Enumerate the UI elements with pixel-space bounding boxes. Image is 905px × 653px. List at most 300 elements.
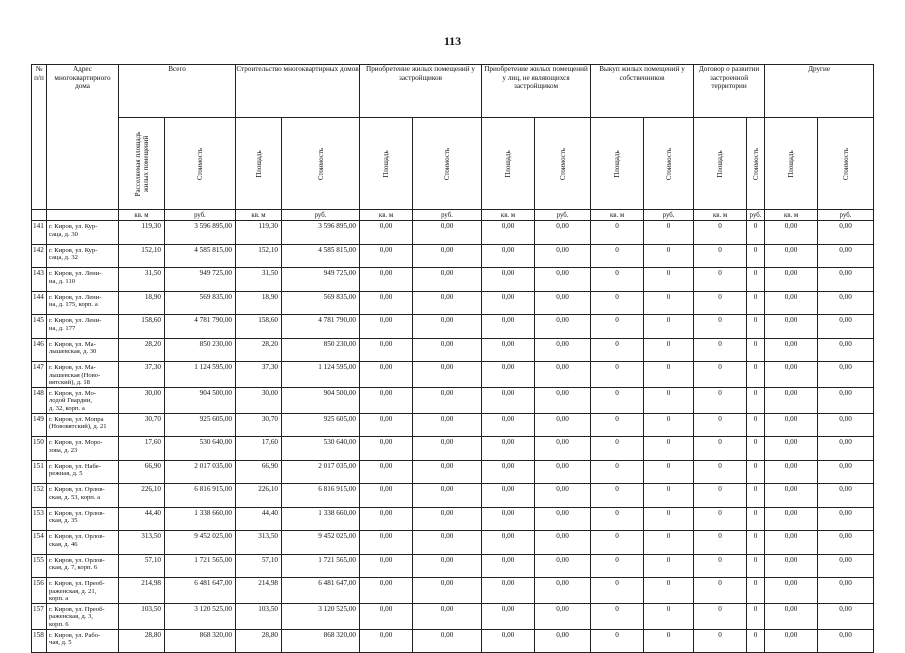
cell-area: 0,00 [360, 362, 413, 388]
row-address: г. Киров, ул. Орлов- ская, д. 35 [47, 507, 119, 531]
cell-area: 0 [694, 603, 747, 629]
cell-cost: 0 [644, 244, 694, 268]
unit-cost: руб. [165, 210, 236, 221]
cell-cost: 0 [747, 387, 765, 413]
cell-cost: 0,00 [535, 437, 591, 461]
cell-area: 0 [591, 268, 644, 292]
cell-cost: 0 [747, 221, 765, 245]
row-address: г. Киров, ул. Преоб- раженская, д. 21, корп. а [47, 578, 119, 604]
cell-cost: 0 [747, 484, 765, 508]
cell-area: 66,90 [236, 460, 282, 484]
cell-area: 313,50 [119, 531, 165, 555]
cell-cost: 949 725,00 [165, 268, 236, 292]
table-row [32, 387, 874, 413]
row-number: 156 [32, 578, 47, 604]
subheader-cost-text: Стоимость [664, 147, 673, 180]
cell-cost: 0,00 [818, 291, 874, 315]
cell-cost: 4 781 790,00 [282, 315, 360, 339]
cell-area: 0,00 [482, 315, 535, 339]
cell-area: 0,00 [482, 603, 535, 629]
subheader-cost [165, 118, 236, 210]
cell-cost: 0,00 [818, 578, 874, 604]
cell-cost: 0,00 [818, 531, 874, 555]
subheader-area-text: Площадь [382, 149, 391, 178]
row-number: 154 [32, 531, 47, 555]
subheader-area [482, 118, 535, 210]
cell-area: 226,10 [119, 484, 165, 508]
cell-cost: 0 [644, 315, 694, 339]
cell-area: 0,00 [765, 603, 818, 629]
header-group-territory-development: Договор о развитии застроенной территории [694, 65, 765, 118]
cell-area: 57,10 [236, 554, 282, 578]
cell-cost: 0,00 [413, 531, 482, 555]
cell-cost: 1 124 595,00 [282, 362, 360, 388]
cell-cost: 0,00 [535, 460, 591, 484]
cell-area: 0,00 [360, 629, 413, 653]
cell-area: 0 [591, 413, 644, 437]
cell-cost: 0,00 [413, 244, 482, 268]
cell-cost: 0,00 [818, 362, 874, 388]
cell-area: 28,20 [119, 338, 165, 362]
cell-area: 0,00 [482, 338, 535, 362]
cell-area: 158,60 [119, 315, 165, 339]
cell-area: 0 [694, 413, 747, 437]
cell-area: 103,50 [236, 603, 282, 629]
row-number: 143 [32, 268, 47, 292]
cell-area: 0,00 [765, 484, 818, 508]
cell-cost: 4 781 790,00 [165, 315, 236, 339]
cell-area: 226,10 [236, 484, 282, 508]
subheader-cost-text: Стоимость [751, 147, 760, 180]
cell-area: 0 [591, 362, 644, 388]
cell-cost: 868 320,00 [165, 629, 236, 653]
unit-area: кв. м [119, 210, 165, 221]
row-number: 146 [32, 338, 47, 362]
cell-area: 18,90 [119, 291, 165, 315]
cell-area: 103,50 [119, 603, 165, 629]
row-address: г. Киров, ул. Орлов- ская, д. 46 [47, 531, 119, 555]
cell-cost: 0,00 [818, 507, 874, 531]
cell-area: 0,00 [360, 578, 413, 604]
subheader-cost-text: Стоимость [841, 147, 850, 180]
row-number: 148 [32, 387, 47, 413]
cell-cost: 530 640,00 [165, 437, 236, 461]
table-body [32, 221, 874, 653]
table-row [32, 291, 874, 315]
cell-cost: 0 [747, 460, 765, 484]
cell-cost: 0,00 [818, 221, 874, 245]
cell-cost: 0,00 [818, 437, 874, 461]
cell-cost: 0 [747, 507, 765, 531]
subheader-resettled-area-text: Расселяемая площадь жилых помещений [133, 131, 150, 196]
cell-cost: 1 721 565,00 [282, 554, 360, 578]
cell-cost: 868 320,00 [282, 629, 360, 653]
cell-area: 28,80 [236, 629, 282, 653]
cell-area: 0 [694, 221, 747, 245]
header-group-construction: Строительство многоквартирных домов [236, 65, 360, 118]
cell-cost: 0,00 [413, 221, 482, 245]
cell-area: 0,00 [482, 437, 535, 461]
cell-area: 30,70 [119, 413, 165, 437]
cell-area: 0,00 [482, 268, 535, 292]
table-row [32, 244, 874, 268]
unit-cost: руб. [282, 210, 360, 221]
cell-area: 0 [694, 387, 747, 413]
cell-cost: 0,00 [413, 603, 482, 629]
cell-cost: 0 [747, 554, 765, 578]
subheader-area-text: Площадь [613, 149, 622, 178]
header-group-other: Другие [765, 65, 874, 118]
cell-area: 0 [591, 603, 644, 629]
row-number: 145 [32, 315, 47, 339]
table-row [32, 362, 874, 388]
cell-cost: 0 [644, 531, 694, 555]
cell-area: 0,00 [360, 413, 413, 437]
cell-cost: 3 120 525,00 [282, 603, 360, 629]
table-row [32, 531, 874, 555]
cell-area: 0,00 [482, 362, 535, 388]
cell-cost: 2 017 035,00 [165, 460, 236, 484]
row-address: г. Киров, ул. Кур- саца, д. 30 [47, 221, 119, 245]
cell-area: 0,00 [360, 554, 413, 578]
cell-area: 0,00 [765, 413, 818, 437]
cell-area: 0,00 [360, 484, 413, 508]
cell-area: 0 [694, 531, 747, 555]
cell-area: 37,30 [236, 362, 282, 388]
cell-cost: 0 [747, 315, 765, 339]
cell-area: 158,60 [236, 315, 282, 339]
cell-area: 0 [591, 244, 644, 268]
cell-area: 214,98 [119, 578, 165, 604]
cell-area: 0,00 [765, 338, 818, 362]
cell-area: 37,30 [119, 362, 165, 388]
cell-area: 0,00 [360, 244, 413, 268]
cell-cost: 569 835,00 [282, 291, 360, 315]
table-row [32, 603, 874, 629]
cell-cost: 6 481 647,00 [282, 578, 360, 604]
cell-cost: 0,00 [413, 460, 482, 484]
cell-area: 0,00 [765, 460, 818, 484]
row-address: г. Киров, ул. Лени- на, д. 175, корп. а [47, 291, 119, 315]
table-row [32, 268, 874, 292]
unit-area: кв. м [591, 210, 644, 221]
cell-cost: 1 721 565,00 [165, 554, 236, 578]
unit-cost: руб. [644, 210, 694, 221]
cell-area: 214,98 [236, 578, 282, 604]
table-row [32, 578, 874, 604]
cell-cost: 0,00 [413, 507, 482, 531]
cell-area: 0 [694, 362, 747, 388]
cell-cost: 0,00 [413, 291, 482, 315]
row-number: 147 [32, 362, 47, 388]
cell-cost: 0,00 [818, 484, 874, 508]
cell-area: 0,00 [360, 291, 413, 315]
cell-area: 0,00 [360, 531, 413, 555]
cell-cost: 0,00 [413, 268, 482, 292]
cell-cost: 0,00 [535, 244, 591, 268]
cell-cost: 0 [747, 603, 765, 629]
row-number: 142 [32, 244, 47, 268]
cell-area: 0,00 [765, 362, 818, 388]
cell-cost: 0 [747, 244, 765, 268]
subheader-cost [535, 118, 591, 210]
cell-area: 0 [591, 531, 644, 555]
cell-cost: 0,00 [535, 362, 591, 388]
table-row [32, 315, 874, 339]
cell-area: 0,00 [360, 603, 413, 629]
cell-cost: 925 605,00 [282, 413, 360, 437]
cell-area: 0,00 [482, 460, 535, 484]
cell-area: 0 [694, 554, 747, 578]
cell-cost: 0 [644, 554, 694, 578]
cell-cost: 0,00 [535, 507, 591, 531]
cell-area: 0,00 [482, 484, 535, 508]
row-address: г. Киров, ул. Лени- на, д. 110 [47, 268, 119, 292]
cell-area: 0,00 [765, 268, 818, 292]
header-row-subcolumns [32, 118, 874, 210]
cell-area: 0,00 [360, 221, 413, 245]
cell-area: 0 [694, 460, 747, 484]
cell-cost: 0,00 [535, 484, 591, 508]
cell-area: 18,90 [236, 291, 282, 315]
cell-cost: 0,00 [535, 413, 591, 437]
row-address: г. Киров, ул. Орлов- ская, д. 7, корп. 6 [47, 554, 119, 578]
cell-cost: 0,00 [535, 531, 591, 555]
page-number: 113 [443, 34, 462, 48]
cell-cost: 9 452 025,00 [282, 531, 360, 555]
subheader-cost-text: Стоимость [316, 147, 325, 180]
subheader-area [765, 118, 818, 210]
header-group-purchase-non-developers: Приобретение жилых помещений у лиц, не являющихся застройщиком [482, 65, 591, 118]
cell-cost: 0 [747, 531, 765, 555]
cell-area: 0,00 [482, 291, 535, 315]
table-row [32, 554, 874, 578]
cell-cost: 6 816 915,00 [165, 484, 236, 508]
cell-area: 0,00 [765, 531, 818, 555]
cell-area: 0 [694, 629, 747, 653]
cell-area: 0 [694, 315, 747, 339]
cell-area: 0,00 [482, 387, 535, 413]
cell-area: 0,00 [765, 315, 818, 339]
unit-area: кв. м [236, 210, 282, 221]
cell-cost: 0,00 [413, 629, 482, 653]
cell-cost: 0,00 [818, 315, 874, 339]
header-address: Адрес многоквартирного дома [47, 65, 119, 210]
cell-cost: 0,00 [535, 578, 591, 604]
unit-area: кв. м [482, 210, 535, 221]
cell-area: 0,00 [360, 460, 413, 484]
cell-cost: 530 640,00 [282, 437, 360, 461]
cell-cost: 0,00 [535, 315, 591, 339]
row-address: г. Киров, ул. Ма- лышевская (Ново- вятский), д. 18 [47, 362, 119, 388]
cell-cost: 0 [747, 629, 765, 653]
cell-cost: 925 605,00 [165, 413, 236, 437]
cell-area: 0,00 [482, 531, 535, 555]
subheader-cost-text: Стоимость [196, 147, 204, 180]
subheader-area-text: Площадь [787, 149, 796, 178]
cell-cost: 0 [747, 268, 765, 292]
cell-area: 17,60 [236, 437, 282, 461]
subheader-cost [644, 118, 694, 210]
cell-area: 0 [694, 338, 747, 362]
cell-area: 30,00 [119, 387, 165, 413]
cell-area: 0,00 [360, 437, 413, 461]
cell-cost: 0,00 [818, 338, 874, 362]
cell-cost: 0 [644, 603, 694, 629]
cell-cost: 0,00 [413, 437, 482, 461]
cell-area: 0,00 [482, 221, 535, 245]
cell-area: 0,00 [360, 338, 413, 362]
cell-cost: 0 [644, 484, 694, 508]
row-number: 150 [32, 437, 47, 461]
header-group-buyout: Выкуп жилых помещений у собственников [591, 65, 694, 118]
units-row [32, 210, 874, 221]
cell-cost: 0,00 [535, 268, 591, 292]
subheader-area-text: Площадь [504, 149, 513, 178]
cell-cost: 4 585 815,00 [282, 244, 360, 268]
cell-cost: 0,00 [413, 578, 482, 604]
table-row [32, 437, 874, 461]
cell-cost: 0,00 [818, 629, 874, 653]
cell-cost: 6 816 915,00 [282, 484, 360, 508]
cell-cost: 9 452 025,00 [165, 531, 236, 555]
cell-cost: 0,00 [535, 338, 591, 362]
cell-area: 0,00 [765, 629, 818, 653]
cell-area: 0 [694, 291, 747, 315]
cell-cost: 0 [644, 507, 694, 531]
cell-cost: 0 [747, 291, 765, 315]
cell-cost: 1 338 660,00 [282, 507, 360, 531]
cell-area: 0 [591, 460, 644, 484]
row-address: г. Киров, ул. Лени- на, д. 177 [47, 315, 119, 339]
cell-area: 0,00 [765, 554, 818, 578]
unit-cost: руб. [413, 210, 482, 221]
cell-area: 0,00 [482, 554, 535, 578]
table-row [32, 413, 874, 437]
cell-area: 28,20 [236, 338, 282, 362]
unit-cost: руб. [535, 210, 591, 221]
table-row [32, 507, 874, 531]
cell-area: 0 [591, 554, 644, 578]
row-number: 141 [32, 221, 47, 245]
cell-area: 313,50 [236, 531, 282, 555]
cell-area: 0,00 [360, 268, 413, 292]
row-number: 157 [32, 603, 47, 629]
row-address: г. Киров, ул. Орлов- ская, д. 53, корп. а [47, 484, 119, 508]
row-number: 155 [32, 554, 47, 578]
cell-cost: 2 017 035,00 [282, 460, 360, 484]
table-row [32, 460, 874, 484]
row-number: 152 [32, 484, 47, 508]
cell-cost: 0,00 [413, 315, 482, 339]
row-address: г. Киров, ул. Рабо- чая, д. 5 [47, 629, 119, 653]
cell-cost: 0,00 [818, 268, 874, 292]
cell-cost: 0,00 [818, 413, 874, 437]
cell-cost: 6 481 647,00 [165, 578, 236, 604]
cell-cost: 0,00 [535, 221, 591, 245]
cell-area: 30,00 [236, 387, 282, 413]
cell-cost: 0,00 [413, 484, 482, 508]
cell-cost: 0,00 [413, 413, 482, 437]
cell-area: 44,40 [236, 507, 282, 531]
cell-cost: 0,00 [818, 460, 874, 484]
cell-area: 0,00 [765, 221, 818, 245]
cell-area: 119,30 [119, 221, 165, 245]
cell-area: 0,00 [482, 578, 535, 604]
subheader-cost [818, 118, 874, 210]
cell-area: 152,10 [119, 244, 165, 268]
cell-area: 0,00 [765, 578, 818, 604]
header-group-total: Всего [119, 65, 236, 118]
cell-cost: 0,00 [535, 387, 591, 413]
table-row [32, 338, 874, 362]
cell-cost: 0,00 [818, 244, 874, 268]
cell-cost: 4 585 815,00 [165, 244, 236, 268]
cell-area: 0,00 [765, 437, 818, 461]
cell-cost: 904 500,00 [282, 387, 360, 413]
cell-cost: 1 124 595,00 [165, 362, 236, 388]
cell-area: 0 [694, 437, 747, 461]
cell-area: 0,00 [360, 507, 413, 531]
cell-area: 152,10 [236, 244, 282, 268]
cell-area: 0 [591, 484, 644, 508]
cell-cost: 0 [747, 413, 765, 437]
cell-area: 31,50 [119, 268, 165, 292]
cell-area: 0 [591, 315, 644, 339]
subheader-cost [413, 118, 482, 210]
subheader-area [360, 118, 413, 210]
header-num: № п/п [32, 65, 47, 210]
cell-area: 0 [694, 268, 747, 292]
unit-cost: руб. [747, 210, 765, 221]
cell-cost: 949 725,00 [282, 268, 360, 292]
cell-area: 0 [591, 221, 644, 245]
cell-area: 0,00 [765, 244, 818, 268]
housing-resettlement-table [31, 64, 874, 653]
subheader-cost-text: Стоимость [443, 147, 452, 180]
cell-cost: 0 [747, 338, 765, 362]
row-address: г. Киров, ул. Ма- лышевская, д. 30 [47, 338, 119, 362]
cell-area: 31,50 [236, 268, 282, 292]
cell-cost: 0 [747, 437, 765, 461]
table-row [32, 484, 874, 508]
row-address: г. Киров, ул. Преоб- раженская, д. 3, корп. 6 [47, 603, 119, 629]
cell-cost: 0,00 [535, 554, 591, 578]
cell-cost: 0,00 [413, 338, 482, 362]
cell-cost: 3 120 525,00 [165, 603, 236, 629]
cell-area: 0 [591, 338, 644, 362]
cell-cost: 0 [747, 578, 765, 604]
cell-cost: 0,00 [413, 362, 482, 388]
cell-cost: 0 [644, 460, 694, 484]
unit-area: кв. м [765, 210, 818, 221]
unit-cost: руб. [818, 210, 874, 221]
unit-area: кв. м [360, 210, 413, 221]
cell-area: 0 [591, 291, 644, 315]
subheader-cost [747, 118, 765, 210]
subheader-area-text: Площадь [254, 149, 263, 178]
cell-cost: 3 596 895,00 [282, 221, 360, 245]
cell-cost: 0 [644, 437, 694, 461]
cell-cost: 0 [644, 291, 694, 315]
cell-cost: 0,00 [818, 387, 874, 413]
cell-cost: 0 [644, 413, 694, 437]
cell-cost: 0,00 [413, 554, 482, 578]
cell-area: 0 [694, 507, 747, 531]
cell-area: 0 [591, 507, 644, 531]
cell-cost: 0,00 [535, 629, 591, 653]
cell-area: 0 [591, 629, 644, 653]
